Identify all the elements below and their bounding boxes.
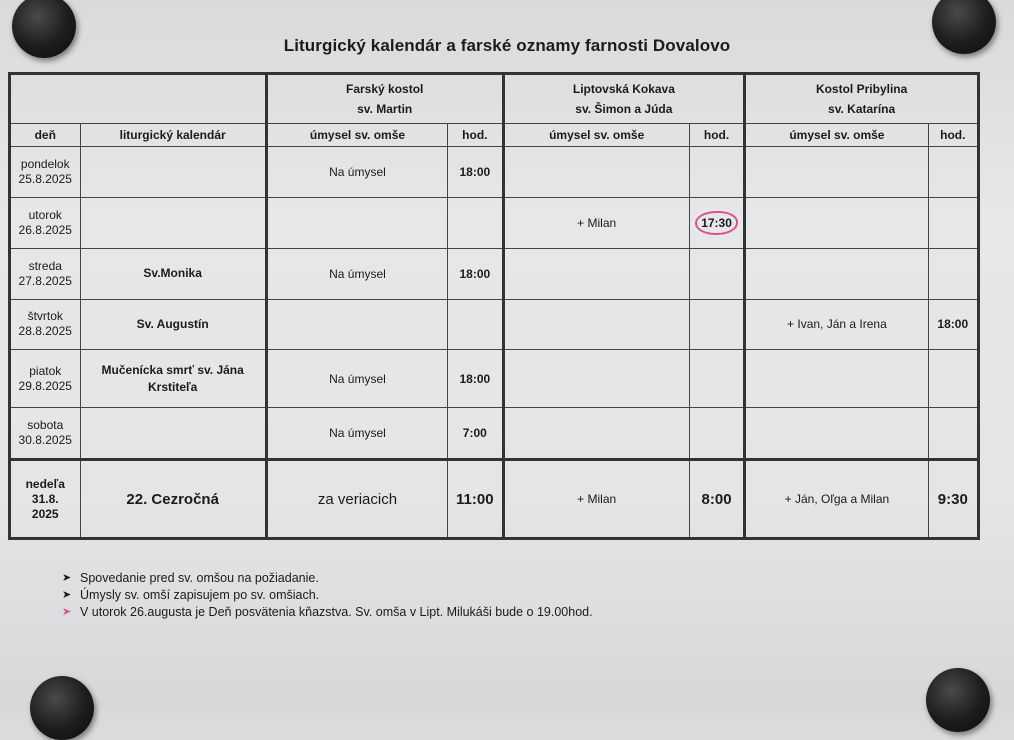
hour-cell-1: 7:00: [448, 407, 503, 459]
intent-cell-1: Na úmysel: [266, 147, 447, 198]
arrow-bullet-icon: ➤: [62, 572, 72, 584]
document-title: Liturgický kalendár a farské oznamy farnosti Dovalovo: [283, 36, 731, 55]
hour-cell-1: 18:00: [448, 350, 503, 407]
hour-cell-1: 18:00: [448, 248, 503, 299]
church-header-farsky-kostol: Farský kostol sv. Martin: [266, 74, 503, 124]
liturgical-cell: [80, 197, 266, 248]
intent-cell-1: Na úmysel: [266, 248, 447, 299]
intent-cell-2: [503, 147, 689, 198]
hour-cell-3: [928, 350, 978, 407]
header-row-churches: [10, 74, 979, 124]
table-row-sunday: [10, 460, 979, 539]
table-row-monday: [10, 147, 979, 198]
table-row-friday: [10, 350, 979, 407]
liturgical-cell: [80, 147, 266, 198]
church-header-liptovska-kokava: Liptovská Kokava sv. Šimon a Júda: [503, 74, 745, 124]
hour-cell-2: [689, 407, 744, 459]
hour-cell-3: [928, 147, 978, 198]
intent-cell-2: [503, 299, 689, 350]
intent-cell-1: Na úmysel: [266, 350, 447, 407]
hour-cell-1: [448, 197, 503, 248]
hour-cell-2: [689, 147, 744, 198]
intent-cell-3: [745, 407, 928, 459]
day-cell: streda 27.8.2025: [10, 248, 81, 299]
intent-cell-2: + Milan: [503, 460, 689, 539]
table-row-saturday: [10, 407, 979, 459]
col-header-liturgical: liturgický kalendár: [80, 124, 266, 147]
intent-cell-3: + Ivan, Ján a Irena: [745, 299, 928, 350]
intent-cell-3: [745, 350, 928, 407]
liturgical-cell: Mučenícka smrť sv. Jána Krstiteľa: [80, 350, 266, 407]
list-item: ➤ V utorok 26.augusta je Deň posvätenia kňazstva. Sv. omša v Lipt. Milukáši bude o 19.00hod.: [62, 605, 593, 619]
intent-cell-2: [503, 248, 689, 299]
intent-cell-2: [503, 407, 689, 459]
intent-cell-2: + Milan: [503, 197, 689, 248]
header-row-columns: [10, 124, 979, 147]
arrow-bullet-highlight-icon: ➤: [62, 606, 72, 618]
hour-cell-3: 9:30: [928, 460, 978, 539]
day-cell: pondelok 25.8.2025: [10, 147, 81, 198]
hour-cell-3: [928, 407, 978, 459]
hour-cell-1: [448, 299, 503, 350]
intent-cell-1: [266, 197, 447, 248]
hour-cell-2: [689, 197, 744, 248]
hour-cell-1: 18:00: [448, 147, 503, 198]
intent-cell-1: [266, 299, 447, 350]
magnet-bottom-right: [926, 668, 990, 732]
table-row-thursday: [10, 299, 979, 350]
hour-cell-2: [689, 248, 744, 299]
intent-cell-1: za veriacich: [266, 460, 447, 539]
liturgical-cell: 22. Cezročná: [80, 460, 266, 539]
circled-time-highlight: 17:30: [695, 211, 738, 235]
list-item: ➤ Úmysly sv. omší zapisujem po sv. omšiach.: [62, 588, 320, 602]
liturgical-cell: Sv.Monika: [80, 248, 266, 299]
intent-cell-2: [503, 350, 689, 407]
hour-cell-2: 8:00: [689, 460, 744, 539]
intent-cell-3: + Ján, Oľga a Milan: [745, 460, 928, 539]
hour-cell-1: 11:00: [448, 460, 503, 539]
arrow-bullet-icon: ➤: [62, 589, 72, 601]
intent-cell-3: [745, 248, 928, 299]
col-header-intent-1: úmysel sv. omše: [266, 124, 447, 147]
col-header-day: deň: [10, 124, 81, 147]
col-header-intent-3: úmysel sv. omše: [745, 124, 928, 147]
header-empty-cell: [10, 74, 267, 124]
day-cell: nedeľa 31.8. 2025: [10, 460, 81, 539]
col-header-intent-2: úmysel sv. omše: [503, 124, 689, 147]
hour-cell-2: [689, 299, 744, 350]
intent-cell-3: [745, 197, 928, 248]
col-header-hour-1: hod.: [448, 124, 503, 147]
hour-cell-3: [928, 248, 978, 299]
hour-cell-3: [928, 197, 978, 248]
table-row-wednesday: [10, 248, 979, 299]
church-header-pribylina: Kostol Pribylina sv. Katarína: [745, 74, 979, 124]
day-cell: utorok 26.8.2025: [10, 197, 81, 248]
liturgical-calendar-table: [8, 72, 980, 540]
col-header-hour-2: hod.: [689, 124, 744, 147]
announcements-list: [62, 570, 593, 621]
table-row-tuesday: [10, 197, 979, 248]
liturgical-cell: [80, 407, 266, 459]
intent-cell-3: [745, 147, 928, 198]
day-cell: sobota 30.8.2025: [10, 407, 81, 459]
day-cell: piatok 29.8.2025: [10, 350, 81, 407]
liturgical-cell: Sv. Augustín: [80, 299, 266, 350]
col-header-hour-3: hod.: [928, 124, 978, 147]
magnet-bottom-left: [30, 676, 94, 740]
intent-cell-1: Na úmysel: [266, 407, 447, 459]
hour-cell-2: [689, 350, 744, 407]
list-item: ➤ Spovedanie pred sv. omšou na požiadanie.: [62, 571, 319, 585]
day-cell: štvrtok 28.8.2025: [10, 299, 81, 350]
hour-cell-3: 18:00: [928, 299, 978, 350]
